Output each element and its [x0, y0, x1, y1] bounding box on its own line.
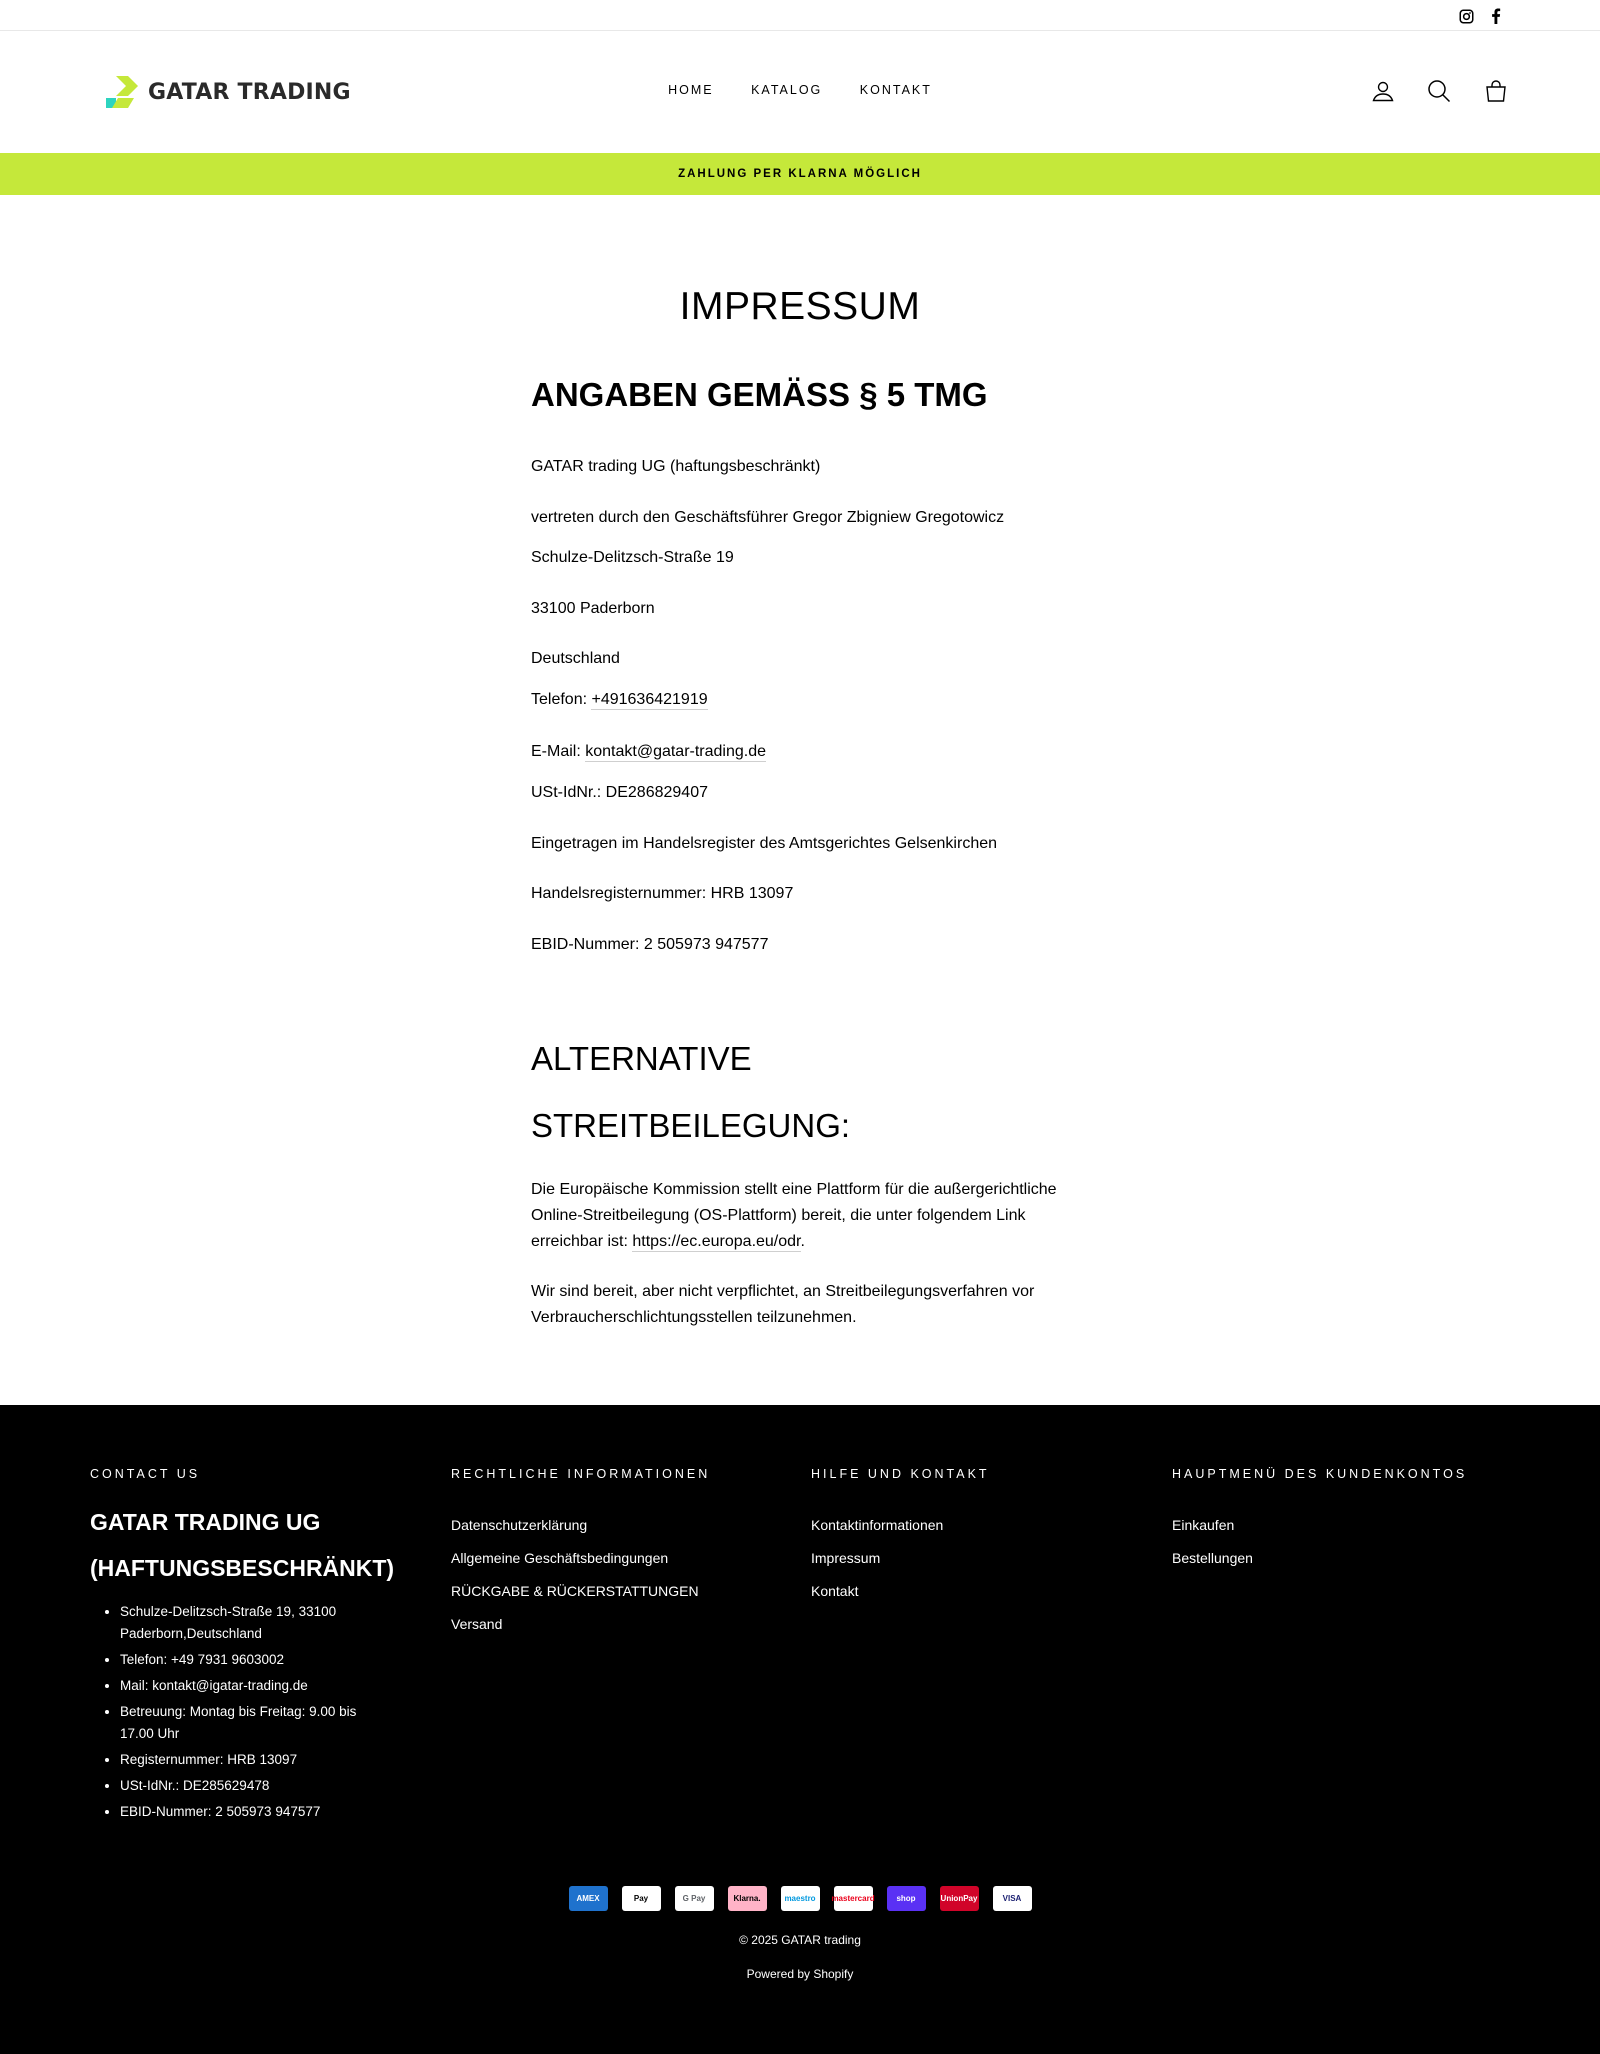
footer-contact-hours: • Betreuung: Montag bis Freitag: 9.00 bis 17.00 Uhr [120, 1701, 390, 1745]
email-label: E-Mail: [531, 743, 586, 760]
site-footer [0, 1405, 1600, 2054]
footer-contact-column [90, 1467, 430, 1827]
odr-text: Die Europäische Kommission stellt eine Plattform für die außergerichtliche Online-Streitbeilegung (OS-Plattform) bereit, die unter folgendem Link erreichbar ist: [531, 1181, 1057, 1250]
footer-company-name: GATAR TRADING UG (HAFTUNGSBESCHRÄNKT) [90, 1509, 395, 1581]
register-court: Eingetragen im Handelsregister des Amtsgerichtes Gelsenkirchen [531, 835, 998, 852]
payment-mastercard-icon: mastercard [834, 1886, 873, 1911]
list-item [1172, 1509, 1467, 1542]
email-line [531, 739, 766, 765]
payment-visa-icon: VISA [993, 1886, 1032, 1911]
search-icon[interactable] [1424, 76, 1454, 106]
footer-contact-phone: • Telefon: +49 7931 9603002 [120, 1649, 390, 1671]
payment-shop-icon: shop [887, 1886, 926, 1911]
footer-contact-title: CONTACT US [90, 1467, 201, 1481]
footer-link-returns[interactable]: RÜCKGABE & RÜCKERSTATTUNGEN [451, 1583, 699, 1599]
page-title: IMPRESSUM [679, 285, 921, 328]
footer-link-imprint[interactable]: Impressum [811, 1550, 881, 1566]
account-icon[interactable] [1368, 76, 1398, 106]
footer-link-terms[interactable]: Allgemeine Geschäftsbedingungen [451, 1550, 669, 1566]
list-item [451, 1575, 710, 1608]
dispute-heading-line2: STREITBEILEGUNG: [531, 1107, 851, 1144]
payment-klarna-icon: Klarna. [728, 1886, 767, 1911]
footer-legal-column [451, 1467, 710, 1641]
footer-help-title: HILFE UND KONTAKT [811, 1467, 990, 1481]
footer-link-contact-info[interactable]: Kontaktinformationen [811, 1517, 944, 1533]
footer-link-shipping[interactable]: Versand [451, 1616, 503, 1632]
footer-contact-address: • Schulze-Delitzsch-Straße 19, 33100 Paderborn,Deutschland [120, 1601, 390, 1645]
dispute-heading [531, 1025, 850, 1159]
city-address: 33100 Paderborn [531, 600, 655, 617]
footer-link-privacy[interactable]: Datenschutzerklärung [451, 1517, 588, 1533]
footer-account-links [1172, 1509, 1467, 1575]
facebook-icon[interactable] [1486, 6, 1506, 26]
payment-maestro-icon: maestro [781, 1886, 820, 1911]
odr-end: . [800, 1233, 805, 1250]
phone-line [531, 687, 708, 713]
dispute-heading-line1: ALTERNATIVE [531, 1040, 752, 1077]
powered-by[interactable]: Powered by Shopify [746, 1967, 854, 1981]
logo-text: GATAR TRADING [148, 79, 351, 105]
footer-contact-vat: • USt-IdNr.: DE285629478 [120, 1775, 390, 1797]
footer-contact-ebid: • EBID-Nummer: 2 505973 947577 [120, 1801, 390, 1823]
willingness-paragraph: Wir sind bereit, aber nicht verpflichtet, an Streitbeilegungsverfahren vor Verbraucherschlichtungsstellen teilzunehmen. [531, 1283, 1035, 1326]
instagram-icon[interactable] [1456, 6, 1476, 26]
main-nav [0, 83, 1600, 97]
payment-gpay-icon: G Pay [675, 1886, 714, 1911]
odr-paragraph [531, 1177, 1076, 1255]
list-item [811, 1575, 990, 1608]
payment-pay-icon: Pay [622, 1886, 661, 1911]
country: Deutschland [531, 650, 620, 667]
email-link[interactable]: kontakt@gatar-trading.de [585, 743, 767, 760]
footer-help-links [811, 1509, 990, 1608]
representative: vertreten durch den Geschäftsführer Gregor Zbigniew Gregotowicz [531, 509, 1005, 526]
company-name: GATAR trading UG (haftungsbeschränkt) [531, 458, 821, 475]
announcement-bar: ZAHLUNG PER KLARNA MÖGLICH [0, 153, 1600, 195]
ebid-number: EBID-Nummer: 2 505973 947577 [531, 936, 769, 953]
footer-link-contact[interactable]: Kontakt [811, 1583, 859, 1599]
odr-link[interactable]: https://ec.europa.eu/odr [632, 1233, 801, 1250]
list-item [451, 1608, 710, 1641]
top-bar [0, 0, 1600, 31]
section-heading: ANGABEN GEMÄSS § 5 TMG [531, 376, 988, 413]
list-item [1172, 1542, 1467, 1575]
vat-id: USt-IdNr.: DE286829407 [531, 784, 708, 801]
footer-contact-register: • Registernummer: HRB 13097 [120, 1749, 390, 1771]
footer-account-column [1172, 1467, 1467, 1575]
nav-home[interactable]: HOME [668, 83, 714, 97]
list-item [811, 1509, 990, 1542]
list-item [451, 1509, 710, 1542]
register-number: Handelsregisternummer: HRB 13097 [531, 885, 794, 902]
list-item [451, 1542, 710, 1575]
phone-link[interactable]: +491636421919 [591, 691, 708, 708]
payment-icons [0, 1886, 1600, 1911]
footer-contact-list [120, 1601, 390, 1823]
site-header [0, 31, 1600, 153]
footer-account-title: HAUPTMENÜ DES KUNDENKONTOS [1172, 1467, 1468, 1481]
nav-kontakt[interactable]: KONTAKT [859, 83, 932, 97]
copyright: © 2025 GATAR trading [739, 1933, 861, 1947]
cart-icon[interactable] [1481, 76, 1511, 106]
footer-help-column [811, 1467, 990, 1608]
payment-unionpay-icon: UnionPay [940, 1886, 979, 1911]
footer-link-orders[interactable]: Bestellungen [1172, 1550, 1253, 1566]
footer-legal-title: RECHTLICHE INFORMATIONEN [451, 1467, 711, 1481]
footer-legal-links [451, 1509, 710, 1641]
footer-link-shop[interactable]: Einkaufen [1172, 1517, 1235, 1533]
list-item [811, 1542, 990, 1575]
street-address: Schulze-Delitzsch-Straße 19 [531, 549, 734, 566]
phone-label: Telefon: [531, 691, 592, 708]
footer-contact-mail: • Mail: kontakt@igatar-trading.de [120, 1675, 390, 1697]
payment-amex-icon: AMEX [569, 1886, 608, 1911]
nav-katalog[interactable]: KATALOG [751, 83, 823, 97]
